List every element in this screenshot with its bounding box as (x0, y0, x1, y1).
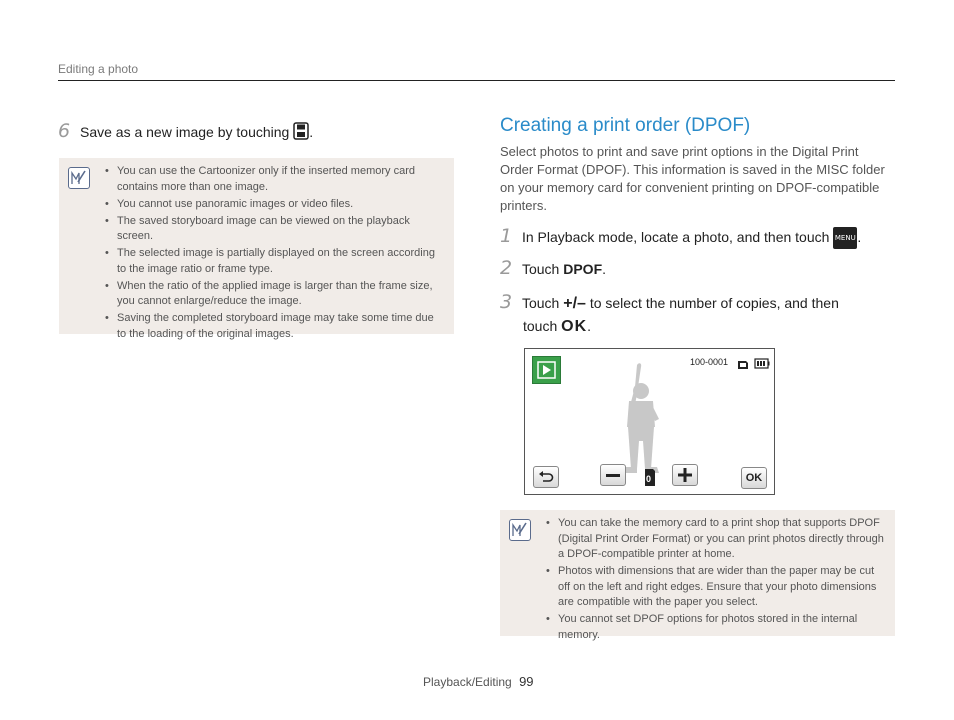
back-button[interactable] (533, 466, 559, 488)
menu-icon: MENU (833, 227, 857, 249)
note-icon (509, 519, 531, 541)
list-item: • The saved storyboard image can be viewed on the playback screen. (105, 214, 445, 245)
step-text: In Playback mode, locate a photo, and then touch (521, 229, 830, 245)
step-1 (500, 227, 861, 249)
step-number: 1 (500, 225, 513, 247)
step-number: 2 (500, 257, 513, 279)
list-item: • The selected image is partially displayed on the screen according to the image ratio or frame type. (105, 246, 445, 277)
step-number: 3 (500, 291, 513, 313)
copies-count: 0 (646, 474, 652, 484)
step-end: . (309, 124, 314, 140)
list-item: • Saving the completed storyboard image may take some time due to the loading of the original images. (105, 311, 445, 342)
note-box-left (59, 158, 454, 340)
section-title: Creating a print order (DPOF) (500, 115, 751, 136)
step-end: . (602, 261, 607, 277)
list-item: • When the ratio of the applied image is larger than the frame size, you cannot enlarge/reduce the image. (105, 279, 445, 310)
dpof-keyword: DPOF (563, 261, 603, 277)
note-box-right (500, 510, 895, 641)
ok-symbol: OK (561, 318, 588, 335)
note-list (105, 164, 445, 344)
camera-screen (524, 348, 775, 495)
step-text: Save as a new image by touching (79, 124, 290, 140)
step-text: touch (523, 318, 558, 334)
step-6 (58, 122, 313, 144)
list-item: • Photos with dimensions that are wider than the paper may be cut off on the left and right edges. Ensure that your photo dimensions are compatible with the paper you select. (546, 564, 888, 611)
list-item: • You can use the Cartoonizer only if the inserted memory card contains more than one image. (105, 164, 445, 195)
minus-button[interactable] (600, 464, 626, 486)
list-item: • You cannot set DPOF options for photos stored in the internal memory. (546, 612, 888, 643)
save-icon (293, 122, 309, 144)
file-number: 100-0001 (690, 357, 729, 367)
list-item: • You cannot use panoramic images or video files. (105, 197, 445, 213)
list-item: • You can take the memory card to a print shop that supports DPOF (Digital Print Order Format) or you can print photos directly through a DPOF-compatible printer at home. (546, 516, 888, 563)
step-text: Touch (521, 261, 560, 277)
battery-icon (754, 356, 770, 374)
step-3 (500, 291, 890, 338)
playback-mode-icon[interactable] (532, 356, 561, 384)
note-icon (68, 167, 90, 189)
running-header: Editing a photo (58, 62, 139, 76)
page-footer (423, 674, 534, 689)
step-text: Touch (521, 295, 560, 311)
header-rule (58, 80, 895, 81)
step-2 (500, 259, 606, 278)
ok-button[interactable]: OK (741, 467, 767, 489)
plus-minus-symbol: +/– (563, 295, 586, 312)
step-text: to select the number of copies, and then (589, 295, 839, 311)
section-description: Select photos to print and save print options in the Digital Print Order Format (DPOF). This information is saved in the MISC folder on your memory card for convenient printing on DPOF-compatible printers. (500, 144, 885, 213)
step-number: 6 (58, 120, 71, 142)
plus-button[interactable] (672, 464, 698, 486)
footer-section: Playback/Editing (423, 675, 512, 689)
memory-card-icon (737, 357, 749, 375)
step-end: . (587, 318, 592, 334)
note-list (546, 516, 888, 645)
page-number: 99 (519, 674, 534, 689)
step-end: . (857, 229, 862, 245)
